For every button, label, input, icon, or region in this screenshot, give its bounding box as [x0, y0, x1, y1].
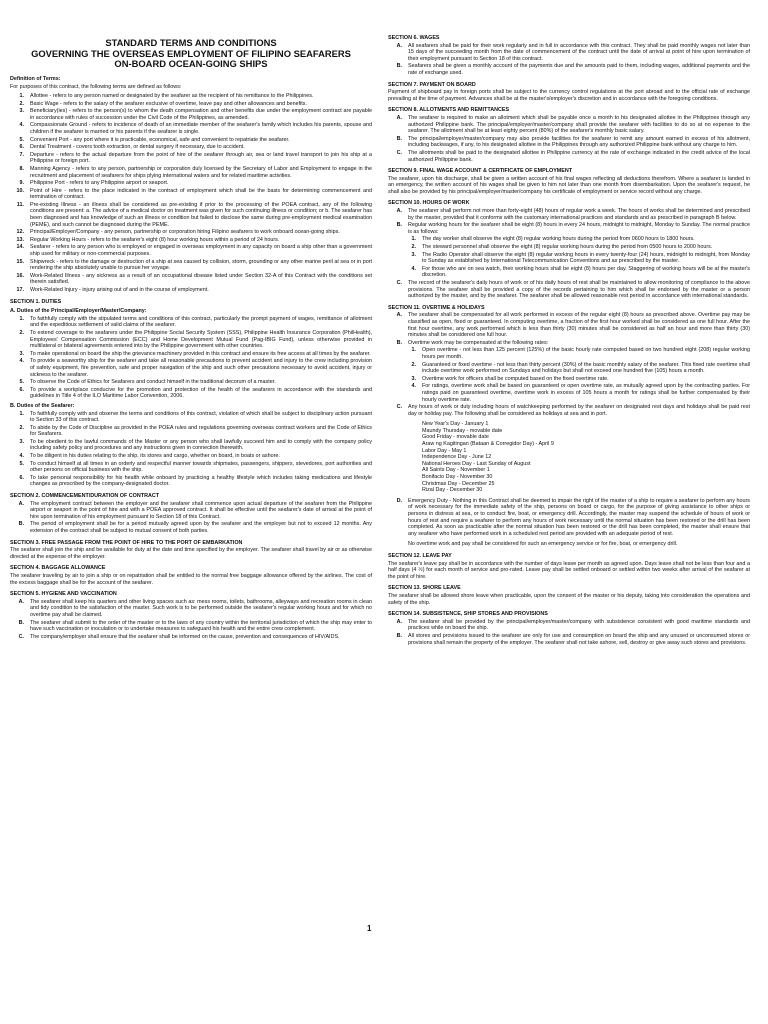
section-heading: SECTION 1. DUTIES	[10, 298, 62, 305]
list-item-label: 1.	[19, 315, 24, 322]
list-item-text: The principal/employer/master/company may also provide facilities for the seafarer to remit any amount earned in excess of his allotment, including backwages, if any, to his designated allottee in the Philippines through any authorized Philippine bank without any charge to him.	[408, 135, 750, 149]
list-item-text: Guaranteed or fixed overtime - not less than thirty percent (30%) of the basic monthly salary of the seafarer. This fixed rate overtime shall include overtime work performed on Sundays and holidays but shall not exceed one hundred five (105) hours a month.	[422, 361, 750, 375]
list-item	[10, 122, 372, 135]
list-item-label: 6.	[19, 386, 24, 393]
list-item-label: 4.	[411, 383, 416, 390]
list-item-text: To provide a seaworthy ship for the seafarer and take all reasonable precautions to prevent accident and injury to the crew including provision of safety equipment, fire prevention, safe and proper navigation of the ship and such other precautions necessary to avoid accident, injury or sickness to the seafarer.	[30, 358, 372, 378]
paragraph: For purposes of this contract, the following terms are defined as follows:	[10, 84, 182, 91]
list-item-label: 3.	[19, 350, 24, 357]
list-item-text: For ratings, overtime work shall be based on guaranteed or open overtime rate, as mutually agreed upon by the contracting parties. For ratings paid on guaranteed overtime, overtime work in excess of 105 hours a month for ratings shall be further compensated by their hourly overtime rate.	[422, 383, 750, 403]
list-item	[10, 387, 372, 400]
list-item	[388, 280, 750, 300]
list-item	[10, 273, 372, 286]
section-heading: SECTION 11. OVERTIME & HOLIDAYS	[388, 304, 485, 311]
list-item-label: 11.	[16, 201, 24, 208]
list-item-text: The seafarer shall keep his quarters and other living spaces such as: mess rooms, toilets, bathrooms, alleyways and recreation rooms in clean and tidy condition to the satisfaction of the master. Such work is to be performed outside the seafarer's regular working hours and for which no overtime pay shall be claimed.	[30, 598, 372, 618]
list-item-text: To conduct himself at all times in an orderly and respectful manner towards shipmates, passengers, shippers, stevedores, port authorities and other persons on official business with the ship.	[30, 460, 372, 474]
list-item-label: 6.	[19, 144, 24, 151]
list-item-label: 13.	[16, 236, 24, 243]
list-item-text: To make operational on board the ship the grievance machinery provided in this contract and ensure its free access at all times by the seafarer.	[30, 350, 371, 357]
list-item	[10, 411, 372, 424]
list-item-label: 1.	[411, 347, 416, 354]
list-item	[388, 150, 750, 163]
list-item	[388, 43, 750, 63]
list-item-text: The seafarer shall be compensated for all work performed in excess of the regular eight (8) hours as prescribed above. Overtime pay may be classified as open, fixed or guaranteed. In computing overtime, a fraction of the first hour worked shall be considered as one full hour. After the first hour overtime, any work performed which is less than thirty (30) minutes shall be considered as half an hour and more than thirty (30) minutes shall be considered one full hour.	[408, 312, 750, 339]
list-item-label: D.	[396, 497, 402, 504]
list-item	[10, 144, 372, 151]
list-item-text: Open overtime - not less than 125 percent (125%) of the basic hourly rate computed based on two hundred eight (208) regular working hours per month.	[422, 347, 750, 360]
section-heading: SECTION 8. ALLOTMENTS AND REMITTANCES	[388, 107, 510, 114]
list-item	[10, 229, 372, 236]
paragraph: The seafarer's leave pay shall be in accordance with the number of days leave per month as agreed upon. Days leave shall not be less than four and a half days (4 ½) for each month of service and pro-rated. Leave pay shall be settled onboard or settled within two weeks after arrival of the seafarer at the point of hire.	[388, 560, 750, 580]
list-item	[388, 383, 750, 403]
list-item	[10, 461, 372, 474]
section-heading: SECTION 3. FREE PASSAGE FROM THE POINT OF HIRE TO THE PORT OF EMBARKATION	[10, 539, 243, 546]
holiday-item: National Heroes Day - Last Sunday of August	[422, 460, 531, 467]
list-item	[388, 619, 750, 632]
list-item	[10, 521, 372, 534]
list-item	[10, 259, 372, 272]
list-item-text: To abide by the Code of Discipline as provided in the POEA rules and regulations governing overseas contract workers and the Code of Ethics for Seafarers.	[30, 424, 372, 438]
list-item-text: To observe the Code of Ethics for Seafarers and conduct himself in the traditional decorum of a master.	[30, 379, 276, 386]
list-item	[388, 362, 750, 375]
list-item-text: Allottee - refers to any person named or designated by the seafarer as the recipient of his remittance to the Philippines.	[30, 92, 314, 99]
list-item-label: 2.	[19, 424, 24, 431]
list-item-text: The Radio Operator shall observe the eight (8) regular working hours in every twenty-four (24) hours, midnight to midnight, from Monday to Sunday as established by International Telecommunication Conventions and as prescribed by the master.	[422, 251, 750, 265]
list-item-label: 4.	[411, 265, 416, 272]
list-item	[10, 152, 372, 165]
list-item	[10, 137, 372, 144]
list-item-text: The allotments shall be paid to the designated allottee in Philippine currency at the rate of exchange indicated in the credit advice of the local authorized Philippine bank.	[408, 149, 750, 163]
list-item-text: The seafarer shall perform not more than forty-eight (48) hours of regular work a week. The hours of works shall be determined and prescribed by the master, provided that it conforms with the customary international practices and standards and as prescribed in paragraph B below.	[408, 208, 750, 221]
list-item-label: B.	[396, 63, 402, 70]
list-item-label: 2.	[411, 244, 416, 251]
list-item-text: Compassionate Ground - refers to incidence of death of an immediate member of the seafarer's family which includes his parents, spouse and children if the seafarer is married or his parents if the seafarer is single.	[30, 122, 372, 135]
list-item-text: Overtime work may be compensated at the following rates:	[408, 339, 549, 346]
list-item-label: A.	[18, 598, 24, 605]
list-item-label: 1.	[19, 92, 24, 99]
list-item-label: 6.	[19, 474, 24, 481]
list-item-text: To faithfully comply with and observe the terms and conditions of this contract, violation of which shall be subject to disciplinary action pursuant to Section 33 of this contract.	[30, 410, 372, 424]
section-heading: SECTION 14. SUBSISTENCE, SHIP STORES AND PROVISIONS	[388, 611, 548, 618]
section-heading: SECTION 12. LEAVE PAY	[388, 552, 452, 559]
list-item	[10, 244, 372, 257]
holiday-item: New Year's Day - January 1	[422, 421, 489, 428]
list-item	[10, 202, 372, 228]
list-item-label: 3.	[411, 251, 416, 258]
list-item	[10, 180, 372, 187]
list-item-label: 14.	[16, 244, 24, 251]
list-item-text: Beneficiary(ies) - refers to the person(s) to whom the death compensation and other benefits due under the employment contract are payable in accordance with rules of succession under the Civil Code of the Philippines, as amended.	[30, 108, 372, 121]
list-item-text: Shipwreck - refers to the damage or destruction of a ship at sea caused by collision, storm, grounding or any other marine peril at sea or in port rendering the ship absolutely unable to pursue her voyage.	[30, 258, 372, 272]
list-item	[10, 316, 372, 329]
list-item-label: B.	[396, 632, 402, 639]
list-item	[388, 208, 750, 221]
list-item	[388, 63, 750, 76]
definitions-heading: Definition of Terms:	[10, 75, 61, 82]
list-item-text: Departure - refers to the actual departure from the point of hire of the seafarer through air, sea or land travel transport to join his ship at a Philippine or foreign port.	[30, 151, 372, 165]
list-item	[10, 93, 372, 100]
holiday-item: Rizal Day - December 30	[422, 487, 483, 494]
list-item	[10, 237, 372, 244]
holiday-item: Maundy Thursday - movable date	[422, 427, 503, 434]
holiday-item: Christmas Day - December 25	[422, 480, 495, 487]
list-item	[10, 599, 372, 619]
list-item-label: C.	[396, 404, 402, 411]
list-item-text: Seafarer - refers to any person who is employed or engaged in overseas employment in any capacity on board a ship other than a government ship used for military or non-commercial purposes.	[30, 244, 372, 258]
list-item-label: 4.	[19, 122, 24, 129]
list-item	[10, 379, 372, 386]
list-item	[388, 266, 750, 279]
list-item-label: B.	[18, 521, 24, 528]
list-item	[10, 358, 372, 378]
list-item-label: A.	[396, 42, 402, 49]
list-item	[10, 634, 372, 641]
list-item-label: 2.	[19, 100, 24, 107]
list-item-text: For those who are on sea watch, their working hours shall be eight (8) hours per day. Staggering of working hours will be at the master's discretion.	[422, 265, 750, 279]
holiday-item: Good Friday - movable date	[422, 434, 489, 441]
list-item-text: Convenient Port - any port where it is practicable, economical, safe and convenient to repatriate the seafarer.	[30, 136, 290, 143]
paragraph: The seafarer traveling by air to join a ship or on repatriation shall be entitled to the normal free baggage allowance offered by the airlines. The cost of the excess baggage shall be for the account of the seafarer.	[10, 572, 372, 586]
list-item-text: Point of Hire - refers to the place indicated in the contract of employment which shall be the basis for determining commencement and termination of contract.	[30, 187, 372, 201]
list-item	[388, 340, 750, 347]
list-item-label: 16.	[16, 272, 24, 279]
list-item-text: Overtime work for officers shall be computed based on the fixed overtime rate.	[422, 375, 609, 382]
list-item-text: The seafarer is required to make an allotment which shall be payable once a month to his designated allottee in the Philippines through any authorized Philippine bank. The principal/employer/master/company shall provide the seafarer with facilities to do so at no expense to the seafarer. The allotment shall be at least eighty percent (80%) of the seafarer's monthly basic salary.	[408, 114, 750, 135]
list-item-text: Regular working hours for the seafarer shall be eight (8) hours in every 24 hours, midnight to midnight, Monday to Sunday. The normal practice is as follows:	[408, 222, 750, 235]
list-item	[388, 236, 750, 243]
section-heading: SECTION 6. WAGES	[388, 35, 440, 41]
list-item-label: A.	[396, 114, 402, 121]
list-item	[388, 115, 750, 135]
list-item-text: Dental Treatment - covers tooth extraction, or dental surgery if necessary, due to accident.	[30, 144, 245, 151]
holiday-list	[422, 421, 750, 494]
list-item-text: To faithfully comply with the stipulated terms and conditions of this contract, particularly the prompt payment of wages, remittance of allotment and the expeditious settlement of valid claims of the seafarer.	[30, 315, 372, 329]
holiday-item: Independence Day - June 12	[422, 454, 492, 461]
list-item-label: 1.	[19, 410, 24, 417]
list-item-label: 5.	[19, 379, 24, 386]
list-item-text: The company/employer shall ensure that the seafarer shall be informed on the cause, prevention and consequences of HIV/AIDS.	[30, 633, 340, 640]
list-item-label: 5.	[19, 460, 24, 467]
list-item-label: 15.	[16, 258, 24, 265]
paragraph: Payment of shipboard pay in foreign ports shall be subject to the currency control regulations at the port abroad and to the official rate of exchange prevailing at the time of payment. Advances shall be at the master's/employer's discretion and in accordance with the foregoing conditions.	[388, 89, 750, 102]
list-item-text: All stores and provisions issued to the seafarer are only for use and consumption on board the ship and any unused or unconsumed stores or provisions shall remain the property of the employer. The seafarer shall not take ashore, sell, destroy or give away such stores and provisions.	[408, 632, 750, 646]
list-item	[388, 222, 750, 235]
paragraph: The seafarer shall join the ship and be available for duty at the date and time specified by the employer. The seafarer shall travel by air or as otherwise directed at the expense of the employer.	[10, 547, 372, 560]
list-item-text: Philippine Port - refers to any Philippine airport or seaport.	[30, 180, 169, 187]
list-item	[388, 376, 750, 383]
list-item-label: 2.	[411, 361, 416, 368]
list-item	[10, 501, 372, 521]
list-item-label: 4.	[19, 358, 24, 365]
list-item-text: To be diligent in his duties relating to the ship, its stores and cargo, whether on board, in boats or ashore.	[30, 453, 280, 460]
list-item-label: 9.	[19, 180, 24, 187]
document-title-line: STANDARD TERMS AND CONDITIONS	[105, 37, 277, 48]
list-item-label: 4.	[19, 453, 24, 460]
list-item-text: Work-Related Injury - injury arising out of and in the course of employment.	[30, 287, 209, 293]
list-item-text: The seafarer shall submit to the order of the master or to the laws of any country within the territorial jurisdiction of which the ship may enter to have such vaccination or inoculation or to undertake measures to safeguard his health and the entire crew complement.	[30, 619, 372, 633]
list-item-label: 2.	[19, 329, 24, 336]
section-heading: SECTION 7. PAYMENT ON BOARD	[388, 81, 476, 88]
list-item	[388, 633, 750, 646]
holiday-item: Labor Day - May 1	[422, 447, 467, 454]
list-item-label: B.	[396, 339, 402, 346]
list-item-label: 3.	[411, 375, 416, 382]
list-item	[10, 620, 372, 633]
list-item-text: The steward personnel shall observe the eight (8) regular working hours during the period from 0500 hours to 2000 hours.	[422, 244, 713, 251]
list-item-label: C.	[18, 633, 24, 640]
list-item-text: Any hours of work or duty including hours of watchkeeping performed by the seafarer on designated rest days and holidays shall be paid rest day or holiday pay. The following shall be considered as holidays at sea and in port.	[408, 404, 750, 417]
list-item-label: 12.	[16, 229, 24, 236]
list-item-label: A.	[396, 208, 402, 215]
list-item	[10, 475, 372, 488]
section-heading: SECTION 10. HOURS OF WORK	[388, 200, 470, 207]
list-item-label: A.	[18, 500, 24, 507]
list-item-text: To extend coverage to the seafarers under the Philippine Social Security System (SSS), Philippine Health Insurance Corporation (PhilHealth), Employees' Compensation Commission (ECC) and Home Development Mutual Fund (Pag-IBIG Fund), unless otherwise provided in multilateral or bilateral agreements entered into by the Philippine government with other countries.	[30, 329, 372, 350]
list-item	[10, 188, 372, 201]
section-heading: SECTION 5. HYGIENE AND VACCINATION	[10, 591, 117, 598]
list-item-text: The employment contract between the employer and the seafarer shall commence upon actual departure of the seafarer from the Philippine airport or seaport in the point of hire and with a POEA approved contract. It shall be effective until the seafarer's date of arrival at the point of hire upon termination of his employment pursuant to Section 18 of this Contract.	[30, 500, 372, 520]
list-item	[10, 330, 372, 350]
list-item	[388, 244, 750, 251]
list-item-text: Manning Agency - refers to any person, partnership or corporation duly licensed by the Secretary of Labor and Employment to engage in the recruitment and placement of seafarers for ships plying international waters and for related maritime activities.	[30, 165, 372, 179]
list-item-label: 1.	[411, 236, 416, 243]
list-item-text: Seafarers shall be given a monthly account of the payments due and the amounts paid to them, including wages, additional payments and the rate of exchange used.	[408, 63, 750, 76]
section-heading: SECTION 13. SHORE LEAVE	[388, 585, 461, 592]
list-item	[10, 351, 372, 358]
list-item-label: 5.	[19, 136, 24, 143]
section-heading: SECTION 4. BAGGAGE ALLOWANCE	[10, 565, 106, 572]
list-item	[10, 439, 372, 452]
section-heading: SECTION 2. COMMENCEMENT/DURATION OF CONTRACT	[10, 493, 160, 500]
subsection-heading: A. Duties of the Principal/Employer/Master/Company:	[10, 308, 147, 315]
list-item-text: The record of the seafarer's daily hours of work or of his daily hours of rest shall be maintained to allow monitoring of compliance to the above provisions. The seafarer shall be provided a copy of the records pertaining to him which shall be endorsed by the master or a person authorized by the master, and by the seafarer. The seafarer shall be allowed reasonable rest period in accordance with international standards.	[408, 280, 750, 300]
list-item	[10, 425, 372, 438]
list-item	[10, 166, 372, 179]
list-item-text: To be obedient to the lawful commands of the Master or any person who shall lawfully succeed him and to comply with the company policy including safety policy and procedures and any instructions given in connection therewith.	[30, 438, 372, 452]
list-item-text: Principal/Employer/Company - any person, partnership or corporation hiring Filipino seafarers to work onboard ocean-going ships.	[30, 229, 340, 236]
list-item-label: 7.	[19, 151, 24, 158]
section-heading: SECTION 9. FINAL WAGE ACCOUNT & CERTIFICATE OF EMPLOYMENT	[388, 168, 573, 175]
list-item-text: Basic Wage - refers to the salary of the seafarer exclusive of overtime, leave pay and other allowances and benefits.	[30, 100, 307, 107]
list-item	[388, 498, 750, 538]
right-column	[388, 30, 750, 647]
list-item	[388, 347, 750, 360]
list-item-label: B.	[18, 619, 24, 626]
subsection-heading: B. Duties of the Seafarer:	[10, 402, 75, 409]
left-column	[10, 30, 372, 641]
paragraph: No overtime work and pay shall be considered for such an emergency service or for fire, boat, or emergency drill.	[408, 541, 678, 548]
list-item-text: Pre-existing Illness - an illness shall be considered as pre-existing if prior to the processing of the POEA contract, any of the following conditions are present: a. The advice of a medical doctor on treatment was given for such continuing illness or condition; or b. The seafarer has been diagnosed and has knowledge of such an illness or condition but failed to disclose the same during pre-employment medical examination (PEME), and such cannot be diagnosed during the PEME.	[30, 201, 372, 228]
list-item-text: Work-Related Illness - any sickness as a result of an occupational disease listed under Section 32-A of this Contract with the conditions set therein satisfied.	[30, 272, 372, 286]
list-item	[10, 453, 372, 460]
list-item-label: A.	[396, 618, 402, 625]
list-item	[10, 287, 372, 294]
list-item	[388, 136, 750, 149]
document-title-line: ON-BOARD OCEAN-GOING SHIPS	[114, 58, 268, 70]
paragraph: The seafarer shall be allowed shore leave when practicable, upon the consent of the master or his deputy, taking into consideration the operations and safety of the ship.	[388, 592, 750, 606]
list-item-label: B.	[396, 222, 402, 229]
list-item-label: 17.	[16, 287, 24, 293]
list-item-text: To provide a workplace conducive for the promotion and protection of the health of the seafarers in accordance with the standards and guidelines in Title 4 of the ILO Maritime Labor Convention, 2006.	[30, 386, 372, 400]
page-number: 1	[367, 924, 372, 933]
list-item-text: The period of employment shall be for a period mutually agreed upon by the seafarer and the employer but not to exceed 12 months. Any extension of the contract shall be subject to mutual consent of both parties.	[30, 521, 372, 534]
list-item-text: Regular Working Hours - refers to the seafarer's eight (8) hour working hours within a period of 24 hours.	[30, 236, 280, 243]
list-item-label: 3.	[19, 438, 24, 445]
list-item	[10, 108, 372, 121]
document-title-line: GOVERNING THE OVERSEAS EMPLOYMENT OF FILIPINO SEAFARERS	[31, 47, 351, 59]
list-item-label: 8.	[19, 165, 24, 172]
list-item	[388, 312, 750, 338]
holiday-item: Bonifacio Day - November 30	[422, 474, 493, 481]
list-item-label: 3.	[19, 108, 24, 115]
list-item-text: The seafarer shall be provided by the principal/employer/master/company with subsistence consistent with good maritime standards and practices while on board the ship.	[408, 618, 750, 632]
list-item-label: 10.	[16, 187, 24, 194]
list-item-text: Emergency Duty - Nothing in this Contract shall be deemed to impair the right of the master of a ship to require a seafarer to perform any hours of work necessary for the immediate safety of the ship, persons on board or cargo, for the purpose of giving assistance to other ships or persons in distress at sea, or to conduct fire, boat, or emergency drill. Accordingly, the master may suspend the schedule of hours of work or hours of rest and require a seafarer to perform any hours of work necessary until the normal situation has been restored or the drill has been completed. As soon as practicable after the normal situation has been restored or the drill has been completed, the master shall ensure that any seafarer who have performed work in a scheduled rest period are provided with an adequate period of rest.	[408, 497, 750, 537]
list-item-text: The day worker shall observe the eight (8) regular working hours during the period from 0600 hours to 1800 hours.	[422, 236, 695, 243]
list-item-label: B.	[396, 135, 402, 142]
list-item	[10, 101, 372, 108]
list-item-text: To take personal responsibility for his health while onboard by practicing a healthy lifestyle which includes taking medications and lifestyle changes as prescribed by the company-designated doctor.	[30, 474, 372, 488]
holiday-item: All Saints Day - November 1	[422, 467, 490, 474]
list-item	[388, 404, 750, 417]
list-item-label: C.	[396, 280, 402, 286]
list-item-label: A.	[396, 312, 402, 319]
paragraph: The seafarer, upon his discharge, shall be given a written account of his final wages reflecting all deductions therefrom. Where a seafarer is landed in an emergency, the written account of his wages shall be given to him not later than one month from disembarkation. Upon the seafarer's request, he shall also be provided by his principal/employer/master/company his certificate of employment or service record without any charge.	[388, 175, 750, 195]
list-item	[388, 252, 750, 265]
list-item-text: All seafarers shall be paid for their work regularly and in full in accordance with this contract. They shall be paid monthly wages not later than 15 days of the succeeding month from the date of commencement of the contract until the date of arrival at point of hire upon termination of their employment pursuant to Section 18 of this contract.	[408, 42, 750, 62]
list-item-label: C.	[396, 149, 402, 156]
holiday-item: Araw ng Kagitingan (Bataan & Corregidor Day) - April 9	[422, 441, 554, 448]
document-title	[10, 38, 372, 70]
